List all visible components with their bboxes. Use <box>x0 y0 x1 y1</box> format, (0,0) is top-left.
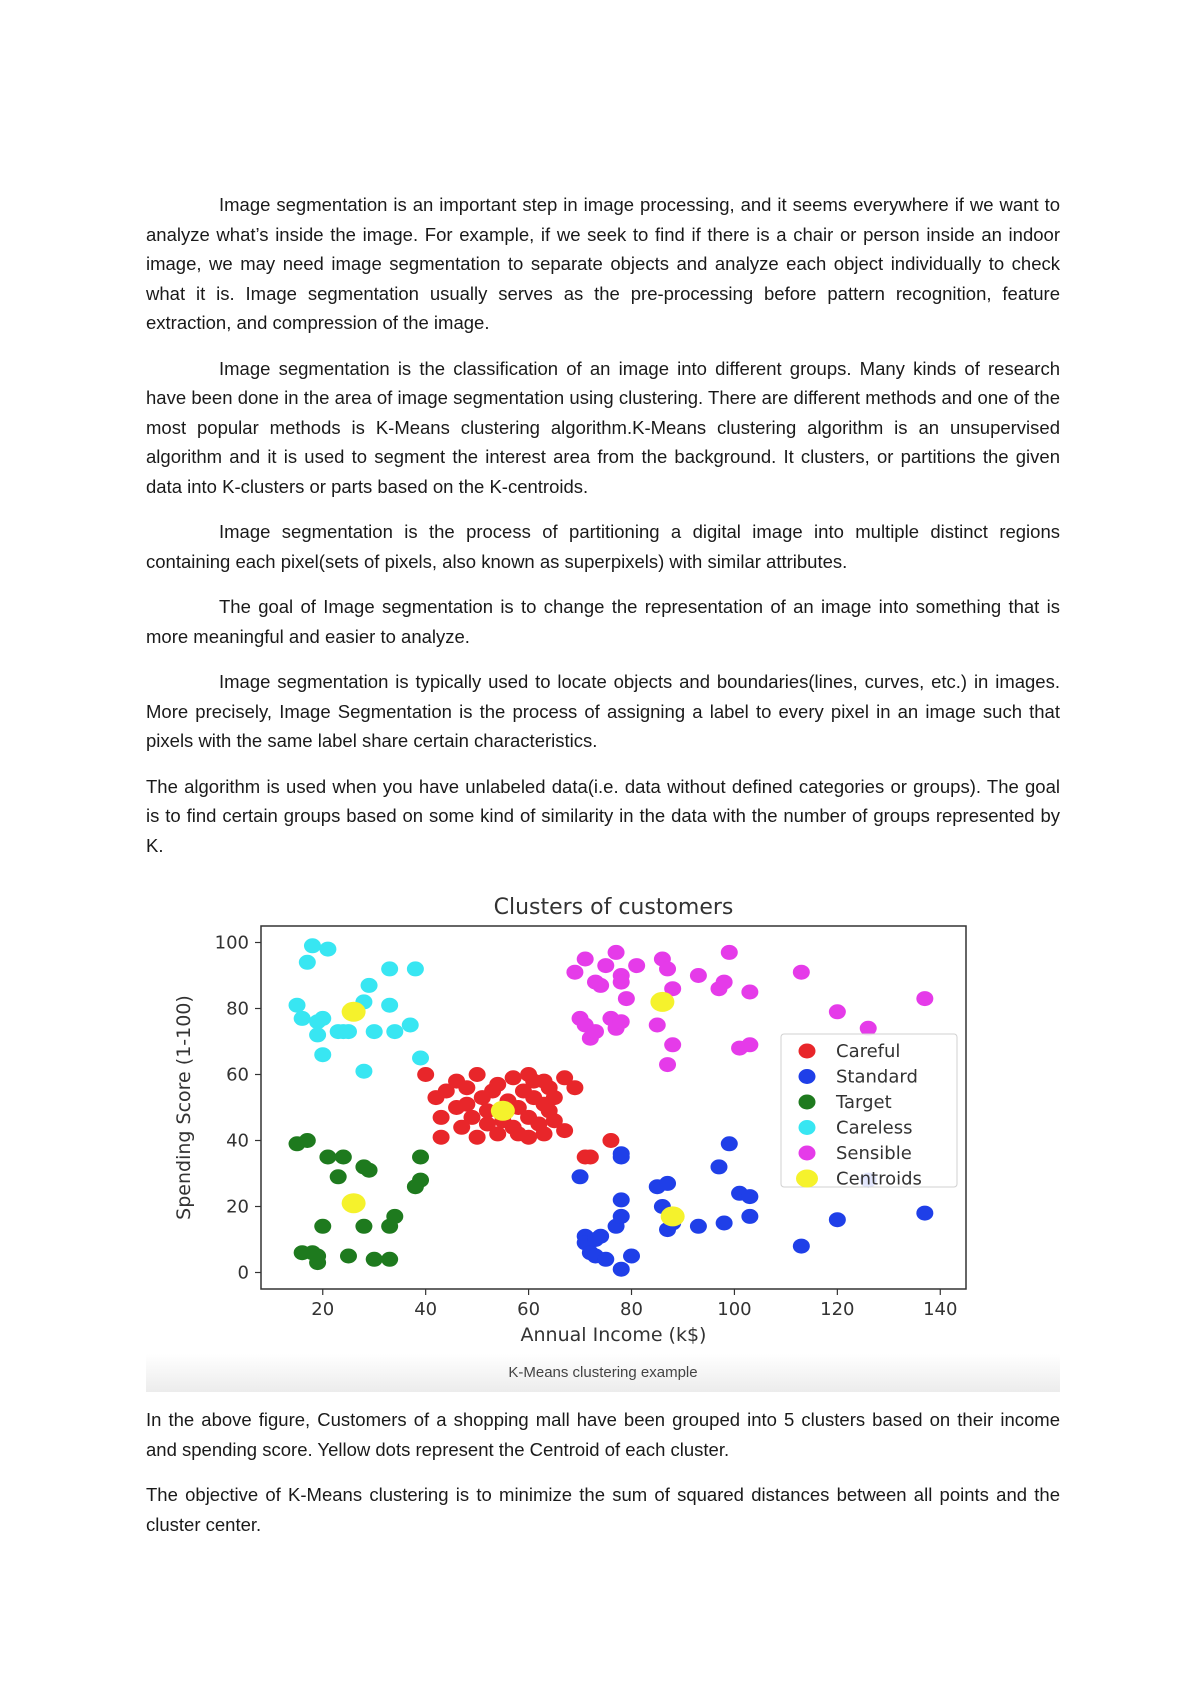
target-point <box>335 1150 352 1165</box>
standard-point <box>721 1136 738 1151</box>
careless-point <box>366 1024 383 1039</box>
careless-point <box>340 1024 357 1039</box>
careful-point <box>469 1067 486 1082</box>
figure <box>146 888 1060 1393</box>
standard-point <box>597 1252 614 1267</box>
sensible-point <box>690 968 707 983</box>
careless-point <box>319 942 336 957</box>
sensible-point <box>566 965 583 980</box>
target-point <box>361 1163 378 1178</box>
sensible-point <box>587 1024 604 1039</box>
careful-point <box>458 1097 475 1112</box>
careless-point <box>314 1047 331 1062</box>
careful-point <box>582 1150 599 1165</box>
careless-point <box>381 961 398 976</box>
chart-title: Clusters of customers <box>493 895 734 920</box>
standard-point <box>916 1206 933 1221</box>
legend-marker <box>796 1170 818 1188</box>
standard-point <box>613 1209 630 1224</box>
standard-point <box>592 1229 609 1244</box>
sensible-point <box>721 945 738 960</box>
sensible-point <box>613 1014 630 1029</box>
centroids-point <box>491 1101 515 1121</box>
careful-point <box>479 1117 496 1132</box>
sensible-point <box>608 945 625 960</box>
sensible-point <box>916 991 933 1006</box>
target-point <box>309 1249 326 1264</box>
standard-point <box>741 1189 758 1204</box>
sensible-point <box>613 975 630 990</box>
paragraph: Image segmentation is typically used to locate objects and boundaries(lines, curves, etc.) in images. More precisely, Image Segmentation is the process of assigning a label to every pixel in an image such that pixels with the same label share certain characteristics. <box>146 671 1060 751</box>
careless-point <box>289 998 306 1013</box>
sensible-point <box>741 985 758 1000</box>
careless-point <box>314 1011 331 1026</box>
document-body <box>146 190 1060 876</box>
careful-point <box>602 1133 619 1148</box>
standard-point <box>613 1262 630 1277</box>
careless-point <box>361 978 378 993</box>
paragraph: Image segmentation is the classification of an image into different groups. Many kinds of research have been done in the area of image segmentation using clustering. There are different methods and one of the most popular methods is K-Means clustering algorithm.K-Means clustering algorithm is an unsupervised algorithm and it is used to segment the interest area from the background. It clusters, or partitions the given data into K-clusters or parts based on the K-centroids. <box>146 357 1060 497</box>
careful-point <box>433 1130 450 1145</box>
paragraph: The objective of K-Means clustering is to minimize the sum of squared distances between all points and the cluster center. <box>146 1484 1060 1535</box>
legend-label: Sensible <box>836 1143 912 1164</box>
careful-point <box>510 1126 527 1141</box>
standard-point <box>829 1212 846 1227</box>
sensible-point <box>741 1037 758 1052</box>
scatter-chart <box>146 888 1060 1354</box>
sensible-point <box>618 991 635 1006</box>
careless-point <box>412 1051 429 1066</box>
x-tick-label: 140 <box>923 1299 958 1320</box>
careless-point <box>402 1018 419 1033</box>
standard-point <box>741 1209 758 1224</box>
y-tick-label: 60 <box>226 1064 249 1086</box>
sensible-point <box>793 965 810 980</box>
legend-label: Standard <box>836 1066 918 1088</box>
y-tick-label: 100 <box>214 932 249 954</box>
standard-point <box>716 1216 733 1231</box>
careful-point <box>463 1110 480 1125</box>
careful-point <box>458 1080 475 1095</box>
careful-point <box>489 1077 506 1092</box>
careless-point <box>407 961 424 976</box>
sensible-point <box>577 952 594 967</box>
legend-marker <box>799 1095 816 1110</box>
target-point <box>386 1209 403 1224</box>
careful-point <box>505 1070 522 1085</box>
paragraph: Image segmentation is an important step in image processing, and it seems everywhere if we want to analyze what’s inside the image. For example, if we seek to find if there is a chair or person inside an indoor image, we may need image segmentation to separate objects and analyze each object individually to check what it is. Image segmentation usually serves as the pre-processing before pattern recognition, feature extraction, and compression of the image. <box>146 194 1060 333</box>
legend-marker <box>799 1146 816 1161</box>
x-tick-label: 100 <box>717 1299 752 1320</box>
standard-point <box>613 1150 630 1165</box>
x-tick-label: 80 <box>620 1299 643 1320</box>
centroids-point <box>661 1206 685 1226</box>
legend-marker <box>799 1069 816 1084</box>
centroids-point <box>342 1193 366 1213</box>
centroids-point <box>650 992 674 1012</box>
careless-point <box>294 1011 311 1026</box>
careless-point <box>355 1064 372 1079</box>
sensible-point <box>628 958 645 973</box>
legend-label: Careless <box>836 1117 913 1139</box>
centroids-point <box>342 1002 366 1022</box>
standard-point <box>793 1239 810 1254</box>
legend-marker <box>799 1120 816 1135</box>
target-point <box>366 1252 383 1267</box>
sensible-point <box>659 961 676 976</box>
y-tick-label: 0 <box>237 1262 249 1284</box>
standard-point <box>690 1219 707 1234</box>
legend-label: Centroids <box>836 1168 922 1190</box>
careless-point <box>299 955 316 970</box>
y-axis-label: Spending Score (1-100) <box>173 995 195 1220</box>
y-tick-label: 40 <box>226 1130 249 1152</box>
target-point <box>340 1249 357 1264</box>
sensible-point <box>659 1057 676 1072</box>
target-point <box>314 1219 331 1234</box>
standard-point <box>623 1249 640 1264</box>
standard-point <box>572 1169 589 1184</box>
legend-label: Careful <box>836 1041 901 1062</box>
sensible-point <box>597 958 614 973</box>
careful-point <box>536 1126 553 1141</box>
careless-point <box>309 1027 326 1042</box>
careful-point <box>556 1123 573 1138</box>
target-point <box>319 1150 336 1165</box>
y-tick-label: 80 <box>226 998 249 1020</box>
careful-point <box>566 1080 583 1095</box>
figure-caption: K-Means clustering example <box>508 1364 698 1381</box>
sensible-point <box>664 1037 681 1052</box>
target-point <box>412 1150 429 1165</box>
careless-point <box>386 1024 403 1039</box>
target-point <box>381 1252 398 1267</box>
careful-point <box>546 1090 563 1105</box>
sensible-point <box>649 1018 666 1033</box>
sensible-point <box>829 1004 846 1019</box>
paragraph: The goal of Image segmentation is to change the representation of an image into something that is more meaningful and easier to analyze. <box>146 596 1060 647</box>
legend-marker <box>799 1044 816 1059</box>
x-tick-label: 120 <box>820 1299 855 1320</box>
x-tick-label: 20 <box>311 1299 335 1320</box>
legend-label: Target <box>836 1092 892 1113</box>
target-point <box>412 1173 429 1188</box>
paragraph: The algorithm is used when you have unlabeled data(i.e. data without defined categories or groups). The goal is to find certain groups based on some kind of similarity in the data with the number of groups represented by K. <box>146 775 1060 856</box>
sensible-point <box>592 978 609 993</box>
x-axis-label: Annual Income (k$) <box>520 1324 707 1346</box>
standard-point <box>613 1192 630 1207</box>
standard-point <box>710 1159 727 1174</box>
target-point <box>330 1169 347 1184</box>
document-body-continued <box>146 1405 1060 1555</box>
sensible-point <box>716 975 733 990</box>
x-tick-label: 40 <box>414 1299 438 1320</box>
careful-point <box>433 1110 450 1125</box>
target-point <box>355 1219 372 1234</box>
careful-point <box>520 1067 537 1082</box>
paragraph: In the above figure, Customers of a shopping mall have been grouped into 5 clusters based on their income and spending score. Yellow dots represent the Centroid of each cluster. <box>146 1409 1060 1460</box>
target-point <box>299 1133 316 1148</box>
careless-point <box>381 998 398 1013</box>
x-tick-label: 60 <box>517 1299 541 1320</box>
careful-point <box>469 1130 486 1145</box>
careful-point <box>536 1074 553 1089</box>
standard-point <box>659 1176 676 1191</box>
careless-point <box>304 938 321 953</box>
paragraph: Image segmentation is the process of partitioning a digital image into multiple distinct regions containing each pixel(sets of pixels, also known as superpixels) with similar attributes. <box>146 521 1060 572</box>
y-tick-label: 20 <box>226 1196 249 1218</box>
careful-point <box>417 1067 434 1082</box>
